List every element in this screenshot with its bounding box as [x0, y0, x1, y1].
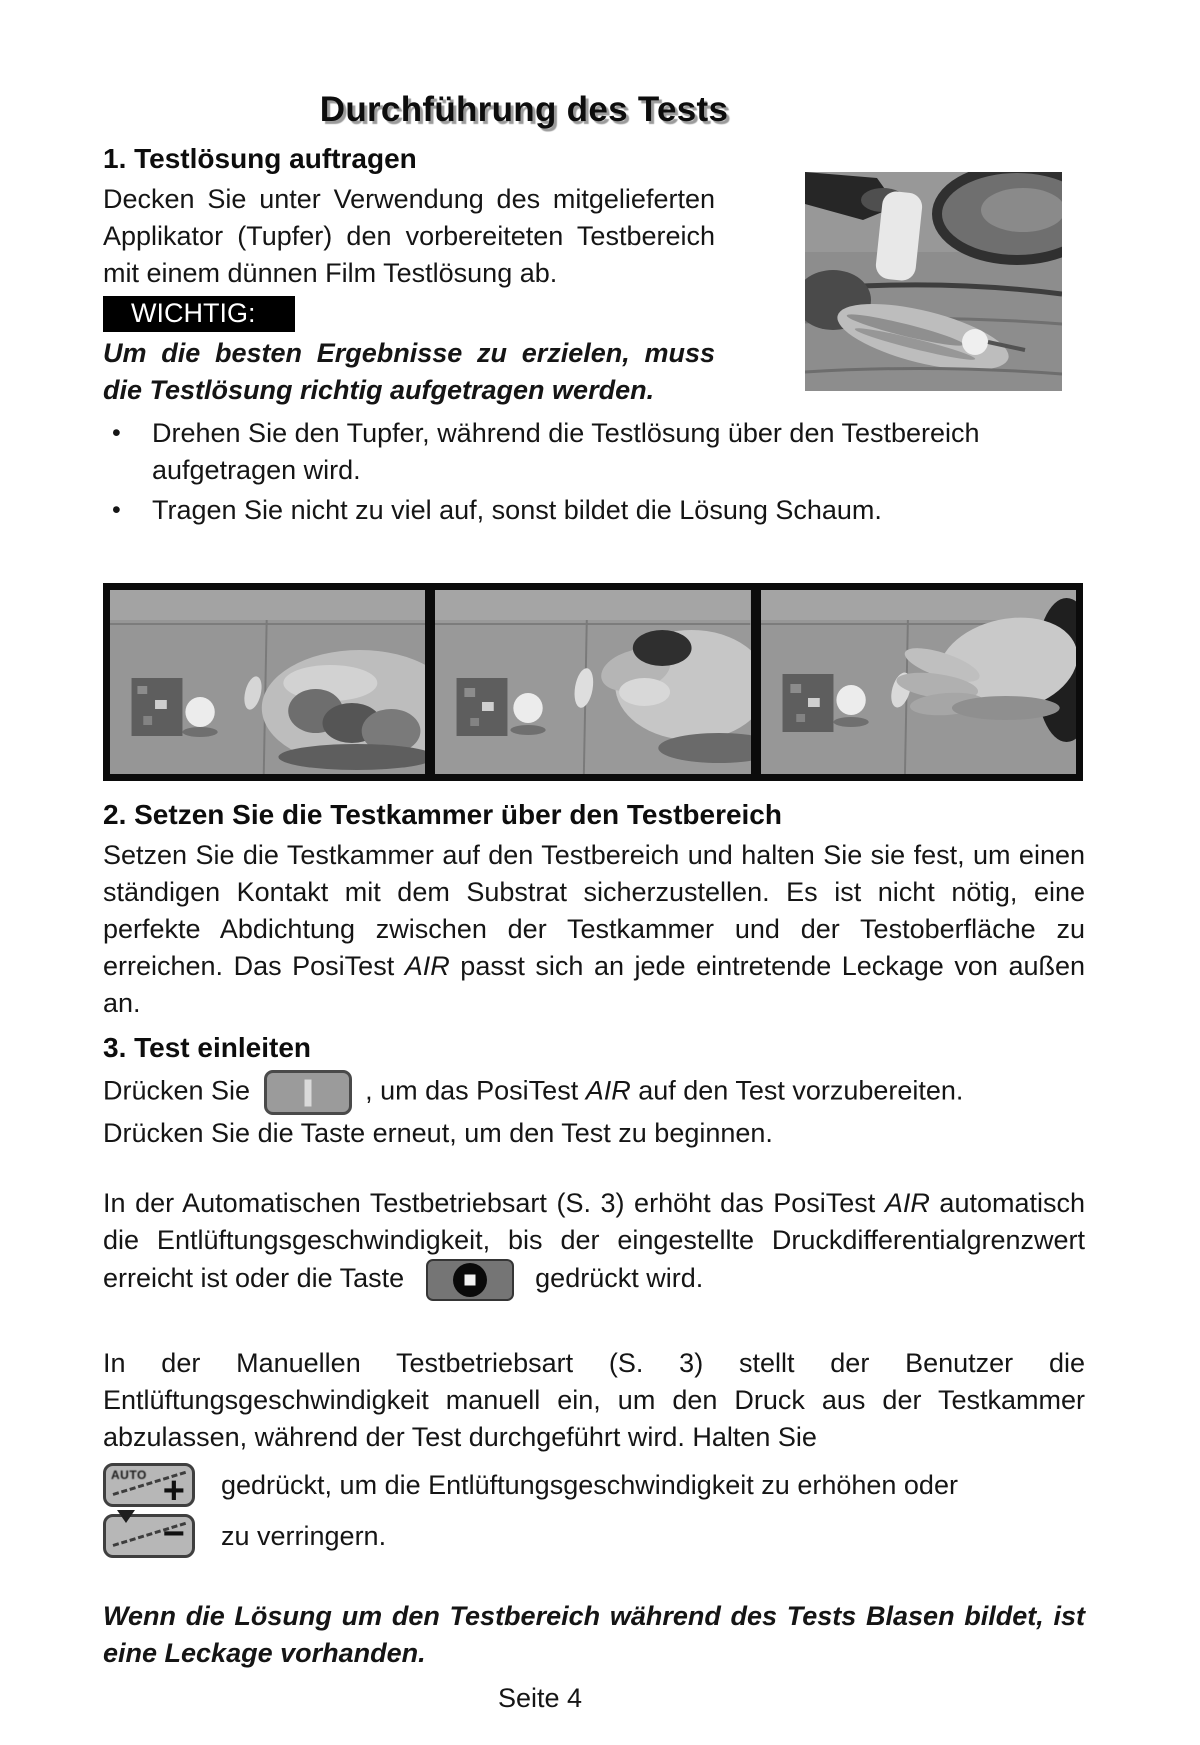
photo-apply-solution — [805, 172, 1062, 391]
photo-strip-panel-3 — [761, 590, 1076, 774]
section-place-chamber — [103, 798, 1085, 1022]
page-number: Seite 4 — [497, 1683, 583, 1713]
prepare-test-button-icon — [264, 1070, 352, 1115]
vent-decrease-button-icon — [103, 1514, 195, 1558]
step2-heading: 2. Setzen Sie die Testkammer über den Testbereich — [103, 799, 782, 830]
vent-increase-button-icon — [103, 1463, 195, 1512]
minus-icon: − — [162, 1513, 185, 1555]
step1-body: Decken Sie unter Verwendung des mitgelieferten Applikator (Tupfer) den vorbereiteten Testbereich mit einem dünnen Film Testlösung ab. — [103, 184, 715, 288]
section-apply-solution — [103, 142, 1085, 409]
swab-rotate-photo-illustration — [110, 590, 425, 774]
pause-bar-glyph — [304, 1079, 311, 1106]
photo-strip-apply-steps — [103, 583, 1083, 781]
vent-increase-row — [103, 1463, 1085, 1512]
triangle-glyph — [117, 1510, 135, 1540]
stop-button-icon — [426, 1259, 514, 1301]
step1-heading: 1. Testlösung auftragen — [103, 143, 417, 174]
bullet-icon: • — [112, 496, 121, 524]
bullet-text: Drehen Sie den Tupfer, während die Testlösung über den Testbereich aufgetragen wird. — [152, 418, 980, 485]
step2-body-text: Setzen Sie die Testkammer auf den Testbereich und halten Sie sie fest, um einen ständigen Kontakt mit dem Substrat sicherzustellen. Es ist nicht nötig, eine perfekte Abdichtung zwischen der Testkammer und der Testoberfläche zu erreichen. Das PosiTest — [103, 840, 1085, 981]
press-text: Drücken Sie — [103, 1075, 251, 1106]
section1-text-column — [103, 142, 715, 409]
auto-mode-text: gedrückt wird. — [527, 1263, 704, 1294]
auto-mode-text: In der Automatischen Testbetriebsart (S. 3) erhöht das PosiTest — [103, 1188, 885, 1218]
manual-mode-paragraph: In der Manuellen Testbetriebsart (S. 3) stellt der Benutzer die Entlüftungsgeschwindigkeit manuell ein, um den Druck aus der Testkammer abzulassen, während der Test durchgeführt wird. Halten Sie — [103, 1348, 1085, 1452]
swab-open-hand-photo-illustration — [761, 590, 1076, 774]
press-text: , um das PosiTest — [365, 1075, 586, 1106]
list-item — [103, 492, 1085, 529]
important-note: Um die besten Ergebnisse zu erzielen, muss die Testlösung richtig aufgetragen werden. — [103, 338, 715, 405]
leak-warning: Wenn die Lösung um den Testbereich während des Tests Blasen bildet, ist eine Leckage vorhanden. — [103, 1601, 1085, 1668]
step2-body-text: passt sich an jede eintretende Leckage von außen an. — [103, 951, 1085, 1018]
bullet-icon: • — [112, 419, 121, 447]
photo-strip-panel-1 — [110, 590, 425, 774]
product-name: AIR — [585, 1075, 631, 1106]
section-start-test — [103, 1031, 1085, 1152]
product-name: AIR — [884, 1188, 930, 1218]
step3-heading: 3. Test einleiten — [103, 1032, 311, 1063]
bullet-text: Tragen Sie nicht zu viel auf, sonst bildet die Lösung Schaum. — [152, 495, 882, 525]
list-item — [103, 415, 1085, 489]
swab-pinch-photo-illustration — [435, 590, 750, 774]
vent-decrease-text: zu verringern. — [221, 1520, 387, 1551]
step2-body — [103, 837, 1085, 1022]
stop-square-glyph — [464, 1275, 475, 1286]
auto-mode-text: automatisch die Entlüftungsgeschwindigkeit, bis der eingestellte Druckdifferentialgrenzwert erreicht ist oder die Taste — [103, 1188, 1085, 1294]
product-name: AIR — [404, 951, 450, 981]
auto-mode-paragraph — [103, 1185, 1085, 1301]
press-text: auf den Test vorzubereiten. — [630, 1075, 964, 1106]
plus-icon: + — [162, 1470, 185, 1512]
application-tips-list — [103, 415, 1085, 529]
auto-label: AUTO — [111, 1468, 147, 1482]
page-title: Durchführung des Tests — [319, 90, 729, 129]
press-instruction — [103, 1070, 1085, 1115]
apply-solution-photo-illustration — [805, 172, 1062, 391]
important-label: WICHTIG: — [103, 296, 295, 332]
vent-increase-text: gedrückt, um die Entlüftungsgeschwindigkeit zu erhöhen oder — [221, 1469, 958, 1500]
photo-strip-panel-2 — [435, 590, 750, 774]
vent-decrease-row — [103, 1514, 1085, 1558]
press-instruction-2: Drücken Sie die Taste erneut, um den Test zu beginnen. — [103, 1118, 773, 1148]
